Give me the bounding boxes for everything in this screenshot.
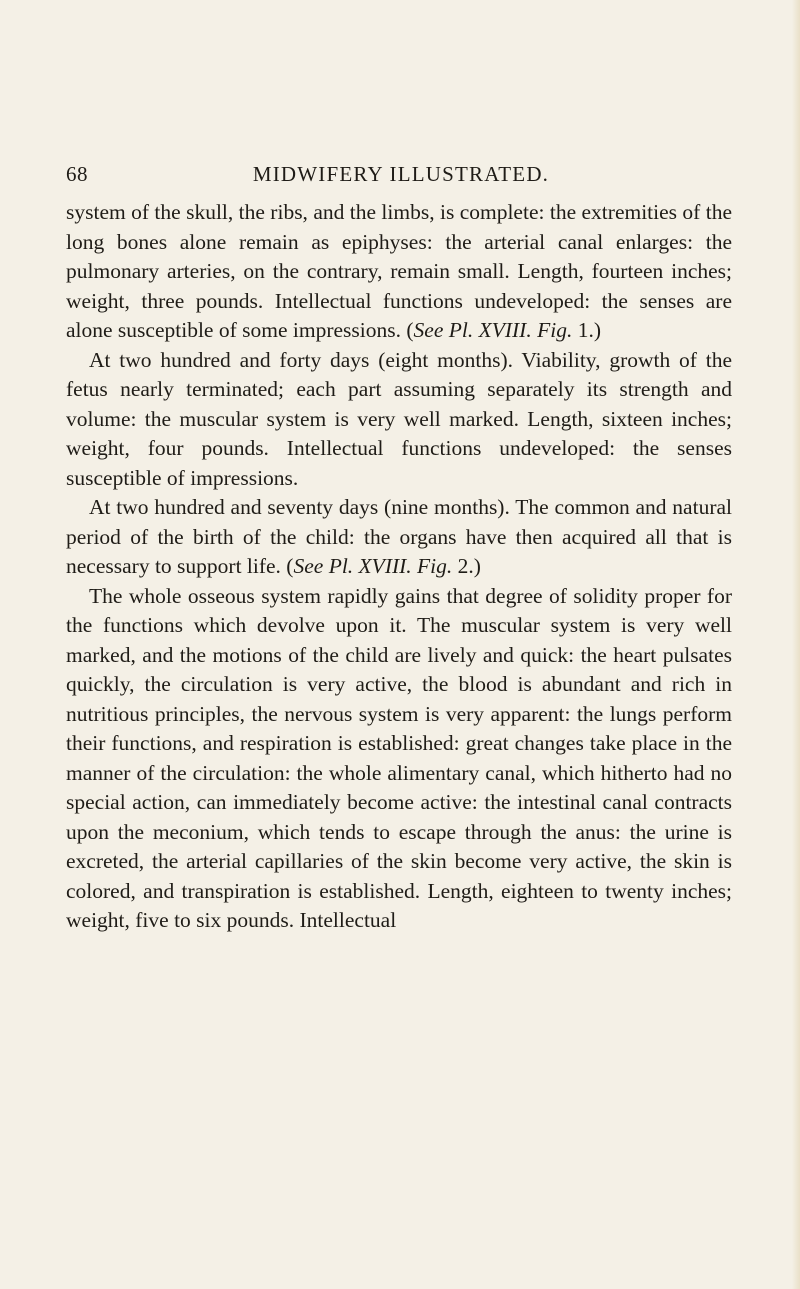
paragraph-4-text: The whole osseous system rapidly gains that degree of solidity proper for the functions which devolve upon it. The muscular system is very well marked, and the motions of the child are lively and quick: the heart pulsates quickly, the circulation is very active, the blood is abundant and rich in nutritious principles, the nervous system is very apparent: the lungs perform their functions, and respiration is established: great changes take place in the manner of the circulation: the whole alimentary canal, which hitherto had no special action, can immediately become active: the intestinal canal contracts upon the meconium, which tends to escape through the anus: the urine is excreted, the arterial capillaries of the skin become very active, the skin is colored, and transpiration is established. Length, eighteen to twenty inches; weight, five to six pounds. Intellectual (66, 583, 732, 932)
running-title: MIDWIFERY ILLUSTRATED. (252, 162, 550, 186)
body-text (66, 198, 732, 936)
paragraph-4 (66, 582, 732, 936)
plate-reference-2-number: 2.) (452, 554, 481, 578)
paragraph-3 (66, 493, 732, 582)
paragraph-1 (66, 198, 732, 346)
paragraph-2-text: At two hundred and forty days (eight months). Viability, growth of the fetus nearly terminated; each part assuming separately its strength and volume: the muscular system is very well marked. Length, sixteen inches; weight, four pounds. Intellectual functions undeveloped: the senses susceptible of impressions. (66, 347, 732, 490)
running-head (66, 162, 736, 192)
paragraph-1-text: system of the skull, the ribs, and the limbs, is complete: the extremities of the long bones alone remain as epiphyses: the arterial canal enlarges: the pulmonary arteries, on the contrary, remain small. Length, fourteen inches; weight, three pounds. Intellectual functions undeveloped: the senses are alone susceptible of some impressions. ( (66, 200, 732, 342)
plate-reference-1: See Pl. XVIII. Fig. (413, 318, 573, 342)
page-edge-shadow (792, 0, 800, 1289)
plate-reference-1-number: 1.) (572, 318, 601, 342)
paragraph-2 (66, 346, 732, 494)
page-number: 68 (66, 162, 88, 186)
plate-reference-2: See Pl. XVIII. Fig. (293, 554, 453, 578)
paragraph-3-text: At two hundred and seventy days (nine months). The common and natural period of the birth of the child: the organs have then acquired all that is necessary to support life. ( (66, 495, 732, 578)
